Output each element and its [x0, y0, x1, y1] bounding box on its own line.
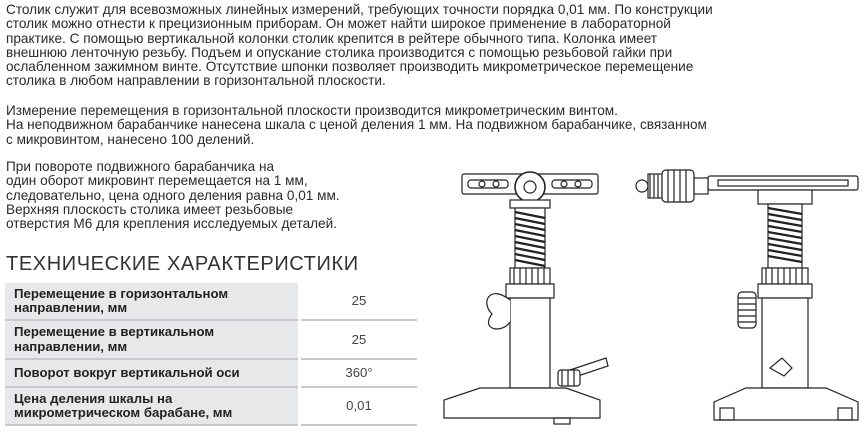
spec-label: Перемещение в вертикальном направлении, мм	[5, 320, 300, 358]
description-paragraph-1: Столик служит для всевозможных линейных измерений, требующих точности порядка 0,01 мм. По конструкции столик можно отнести к прецизионным приборам. Он может найти широкое применение в лабораторной практике. С помощью вертикальной колонки столик крепится в рейтере обычного типа. Колонка имеет внешнюю ленточную резьбу. Подъем и опускание столика производится с помощью резьбовой гайки при ослабленном зажимном винте. Отсутствие шпонки позволяет производить микрометрическое перемещение столика в любом направлении в горизонтальной плоскости.	[6, 2, 713, 89]
spec-value: 0,01	[300, 387, 418, 425]
stage-front-view-drawing	[440, 162, 620, 432]
specs-table	[5, 283, 417, 426]
description-paragraph-2: Измерение перемещения в горизонтальной плоскости производится микрометрическим винтом. На неподвижном барабанчике нанесена шкала с ценой деления 1 мм. На подвижном барабанчике, связанном с микровинтом, нанесено 100 делений.	[6, 103, 707, 147]
specs-heading: ТЕХНИЧЕСКИЕ ХАРАКТЕРИСТИКИ	[6, 253, 359, 275]
spec-row-rotation	[5, 359, 417, 387]
spec-value: 360°	[300, 359, 418, 387]
stage-side-view-drawing	[632, 162, 864, 432]
spec-label: Перемещение в горизонтальном направлении, мм	[5, 283, 300, 320]
spec-label: Поворот вокруг вертикальной оси	[5, 359, 300, 387]
spec-value: 25	[300, 283, 418, 320]
spec-value: 25	[300, 320, 418, 358]
description-paragraph-3: При повороте подвижного барабанчика на один оборот микровинт перемещается на 1 мм, следовательно, цена одного деления равна 0,01 мм. Верхняя плоскость столика имеет резьбовые отверстия М6 для крепления исследуемых деталей.	[6, 159, 340, 232]
spec-row-horizontal	[5, 283, 417, 320]
spec-label: Цена деления шкалы на микрометрическом барабане, мм	[5, 387, 300, 425]
spec-row-vertical	[5, 320, 417, 358]
spec-row-scale-division	[5, 387, 417, 425]
